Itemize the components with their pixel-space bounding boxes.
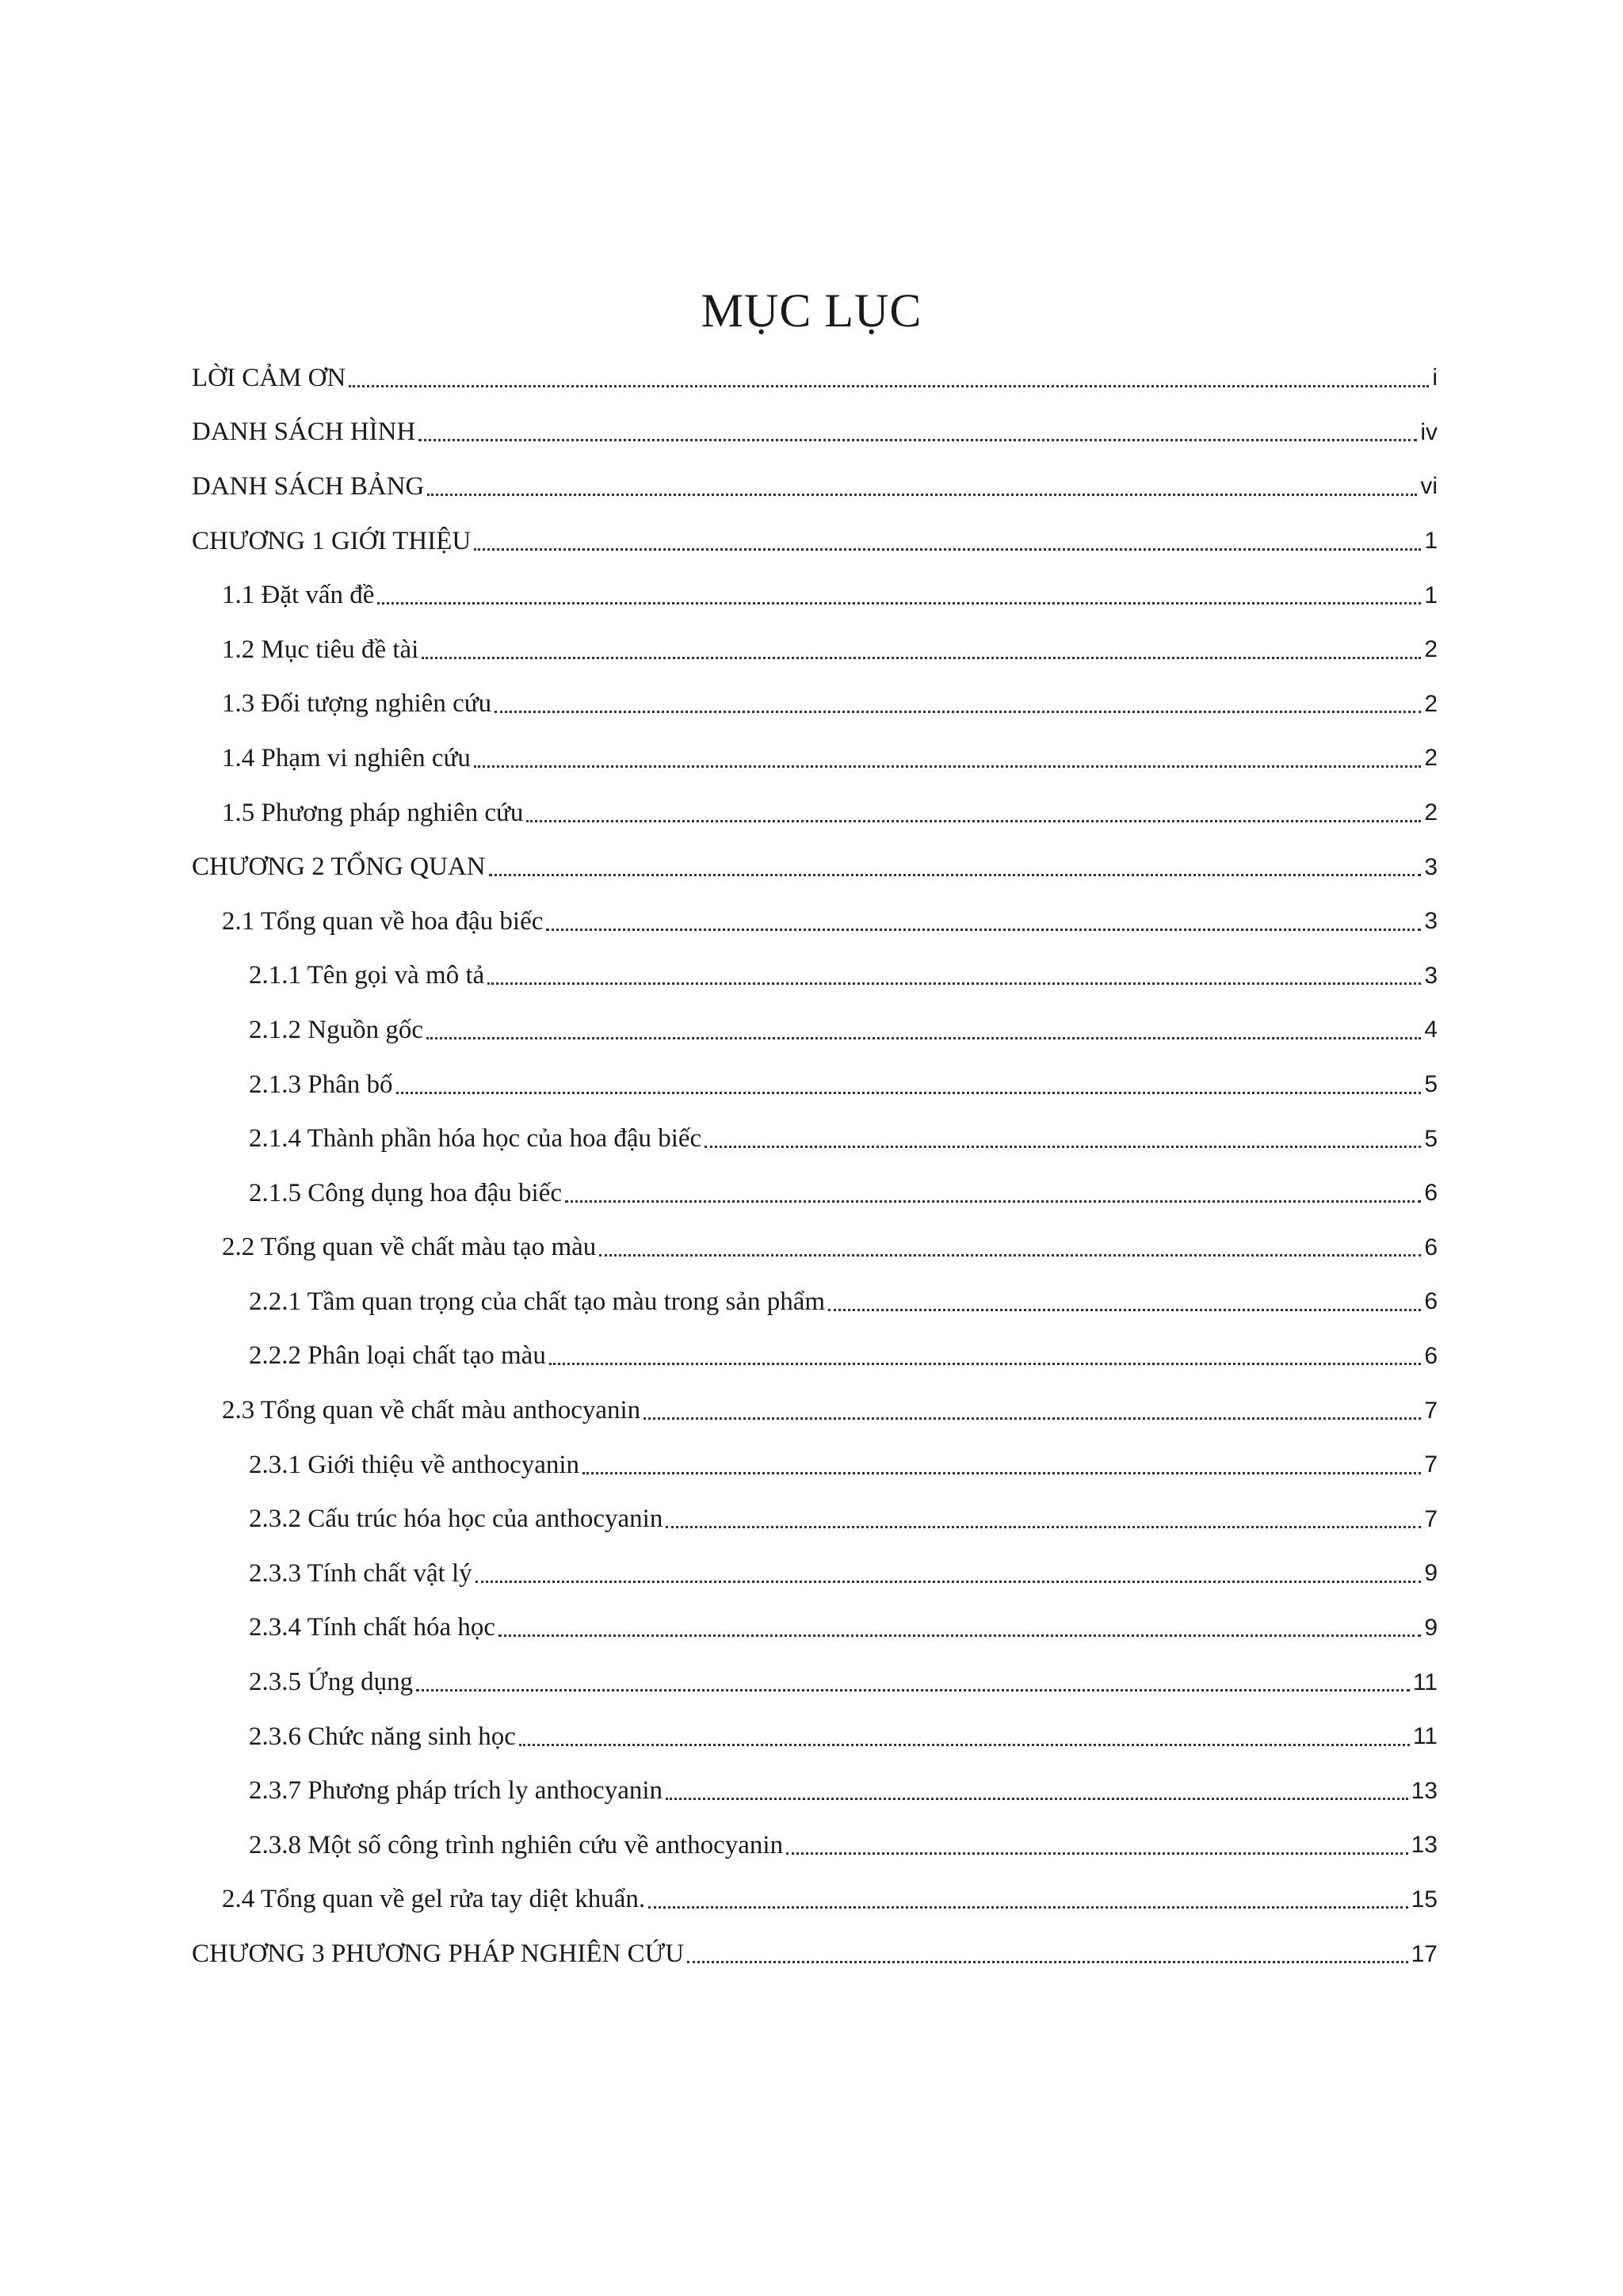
toc-entry-label: 2.3.1 Giới thiệu về anthocyanin (249, 1450, 580, 1479)
toc-entry-label: DANH SÁCH BẢNG (192, 471, 425, 501)
toc-entry-page-number: 9 (1424, 1560, 1438, 1587)
toc-entry[interactable] (192, 1383, 1438, 1438)
toc-entry-label: 2.1.1 Tên gọi và mô tả (249, 961, 485, 990)
toc-entry-page-number: 13 (1411, 1777, 1438, 1804)
toc-entry-page-number: 2 (1424, 690, 1438, 717)
toc-entry-label: 2.3.5 Ứng dụng (249, 1668, 414, 1697)
dot-leader (475, 1581, 1422, 1583)
toc-entry[interactable] (192, 1601, 1438, 1656)
toc-entry-page-number: 3 (1424, 853, 1438, 880)
toc-entry[interactable] (192, 677, 1438, 732)
toc-entry[interactable] (192, 840, 1438, 894)
toc-entry-page-number: 1 (1424, 528, 1438, 555)
dot-leader (495, 711, 1421, 713)
dot-leader (546, 929, 1421, 931)
toc-entry-page-number: 2 (1424, 636, 1438, 663)
toc-entry-label: 2.3.8 Một số công trình nghiên cứu về anthocyanin (249, 1830, 784, 1859)
toc-entry[interactable] (192, 1275, 1438, 1329)
toc-entry-page-number: 6 (1424, 1234, 1438, 1261)
toc-entry-label: DANH SÁCH HÌNH (192, 418, 416, 447)
dot-leader (396, 1092, 1422, 1094)
toc-entry[interactable] (192, 1329, 1438, 1384)
toc-entry-label: 2.2.1 Tầm quan trọng của chất tạo màu trong sản phẩm (249, 1287, 826, 1316)
dot-leader (705, 1146, 1421, 1148)
dot-leader (349, 385, 1429, 387)
toc-entry[interactable] (192, 351, 1438, 406)
toc-entry-page-number: 11 (1412, 1723, 1438, 1750)
dot-leader (526, 820, 1421, 822)
toc-entry-label: 2.3.2 Cấu trúc hóa học của anthocyanin (249, 1505, 663, 1534)
dot-leader (687, 1961, 1408, 1963)
dot-leader (643, 1417, 1421, 1420)
toc-entry-page-number: 13 (1411, 1832, 1438, 1859)
toc-entry-page-number: 7 (1424, 1397, 1438, 1424)
toc-entry-label: 2.1.3 Phân bố (249, 1070, 393, 1099)
toc-entry-page-number: 7 (1424, 1451, 1438, 1478)
toc-entry[interactable] (192, 1547, 1438, 1601)
toc-entry[interactable] (192, 894, 1438, 949)
toc-entry-page-number: 5 (1424, 1071, 1438, 1098)
toc-entry[interactable] (192, 568, 1438, 623)
toc-entry-page-number: 4 (1424, 1016, 1438, 1043)
dot-leader (416, 1689, 1410, 1691)
toc-entry[interactable] (192, 786, 1438, 841)
dot-leader (828, 1309, 1421, 1311)
toc-entry-page-number: 3 (1424, 908, 1438, 935)
toc-entry-page-number: 3 (1424, 962, 1438, 989)
table-of-contents (192, 351, 1438, 1981)
toc-entry-label: 2.1.4 Thành phần hóa học của hoa đậu biếc (249, 1124, 702, 1154)
dot-leader (426, 1037, 1421, 1039)
toc-entry-label: LỜI CẢM ƠN (192, 363, 346, 392)
toc-entry-page-number: 6 (1424, 1342, 1438, 1369)
toc-entry-page-number: 6 (1424, 1288, 1438, 1315)
dot-leader (582, 1472, 1421, 1474)
toc-entry-page-number: 2 (1424, 745, 1438, 772)
toc-entry-page-number: 5 (1424, 1125, 1438, 1152)
toc-entry-page-number: 6 (1424, 1180, 1438, 1207)
toc-entry-page-number: i (1432, 364, 1438, 391)
dot-leader (487, 982, 1421, 985)
toc-entry[interactable] (192, 1003, 1438, 1058)
toc-entry-label: 2.1 Tổng quan về hoa đậu biếc (222, 906, 544, 936)
toc-entry[interactable] (192, 514, 1438, 569)
toc-entry[interactable] (192, 1112, 1438, 1166)
dot-leader (599, 1254, 1421, 1257)
dot-leader (474, 548, 1421, 551)
toc-entry-page-number: 9 (1424, 1614, 1438, 1641)
dot-leader (498, 1634, 1421, 1637)
toc-entry-label: 2.3.4 Tính chất hóa học (249, 1613, 495, 1642)
toc-entry[interactable] (192, 406, 1438, 460)
dot-leader (474, 765, 1421, 768)
toc-entry-page-number: 17 (1411, 1940, 1438, 1967)
toc-entry[interactable] (192, 1818, 1438, 1873)
toc-entry-label: 1.4 Phạm vi nghiên cứu (222, 743, 471, 772)
toc-entry[interactable] (192, 460, 1438, 514)
toc-entry[interactable] (192, 1058, 1438, 1112)
dot-leader (666, 1798, 1408, 1800)
toc-entry[interactable] (192, 949, 1438, 1004)
toc-entry-label: CHƯƠNG 3 PHƯƠNG PHÁP NGHIÊN CỨU (192, 1939, 685, 1969)
toc-entry-label: 1.2 Mục tiêu đề tài (222, 635, 419, 664)
toc-entry[interactable] (192, 1873, 1438, 1928)
dot-leader (565, 1200, 1421, 1203)
toc-entry-label: 1.5 Phương pháp nghiên cứu (222, 798, 524, 827)
toc-entry-label: 1.1 Đặt vấn đề (222, 581, 375, 610)
toc-entry[interactable] (192, 623, 1438, 677)
toc-entry-label: 2.1.5 Công dụng hoa đậu biếc (249, 1178, 563, 1207)
toc-entry-label: CHƯƠNG 2 TỔNG QUAN (192, 852, 486, 882)
dot-leader (489, 874, 1422, 876)
toc-entry-label: 2.3.7 Phương pháp trích ly anthocyanin (249, 1776, 663, 1806)
toc-entry-label: 2.4 Tổng quan về gel rửa tay diệt khuẩn. (222, 1885, 646, 1914)
toc-entry[interactable] (192, 1492, 1438, 1547)
page-title: MỤC LỤC (701, 284, 922, 337)
toc-entry[interactable] (192, 1710, 1438, 1764)
toc-entry-page-number: iv (1420, 418, 1438, 445)
toc-entry[interactable] (192, 1655, 1438, 1710)
toc-entry-label: 2.2 Tổng quan về chất màu tạo màu (222, 1233, 597, 1262)
toc-entry-label: 2.3.3 Tính chất vật lý (249, 1558, 472, 1588)
toc-entry[interactable] (192, 1927, 1438, 1981)
toc-entry[interactable] (192, 731, 1438, 786)
toc-entry-page-number: 2 (1424, 799, 1438, 826)
toc-entry-label: 2.3 Tổng quan về chất màu anthocyanin (222, 1396, 641, 1425)
toc-entry-page-number: vi (1420, 473, 1438, 500)
dot-leader (427, 494, 1417, 496)
toc-entry-label: 2.3.6 Chức năng sinh học (249, 1722, 516, 1751)
toc-entry-label: CHƯƠNG 1 GIỚI THIỆU (192, 526, 472, 555)
dot-leader (786, 1852, 1408, 1855)
toc-entry-label: 2.1.2 Nguồn gốc (249, 1015, 423, 1044)
dot-leader (422, 657, 1421, 659)
dot-leader (549, 1363, 1421, 1365)
toc-entry[interactable] (192, 1438, 1438, 1493)
dot-leader (648, 1906, 1407, 1909)
toc-entry-page-number: 7 (1424, 1505, 1438, 1532)
toc-entry[interactable] (192, 1221, 1438, 1276)
toc-entry-page-number: 1 (1424, 582, 1438, 608)
toc-entry[interactable] (192, 1166, 1438, 1221)
dot-leader (377, 602, 1421, 605)
dot-leader (666, 1526, 1421, 1528)
toc-entry[interactable] (192, 1764, 1438, 1818)
dot-leader (519, 1744, 1410, 1746)
toc-entry-label: 1.3 Đối tượng nghiên cứu (222, 689, 492, 719)
toc-entry-label: 2.2.2 Phân loại chất tạo màu (249, 1341, 546, 1371)
dot-leader (418, 439, 1417, 441)
toc-entry-page-number: 15 (1411, 1886, 1438, 1913)
toc-entry-page-number: 11 (1412, 1669, 1438, 1695)
